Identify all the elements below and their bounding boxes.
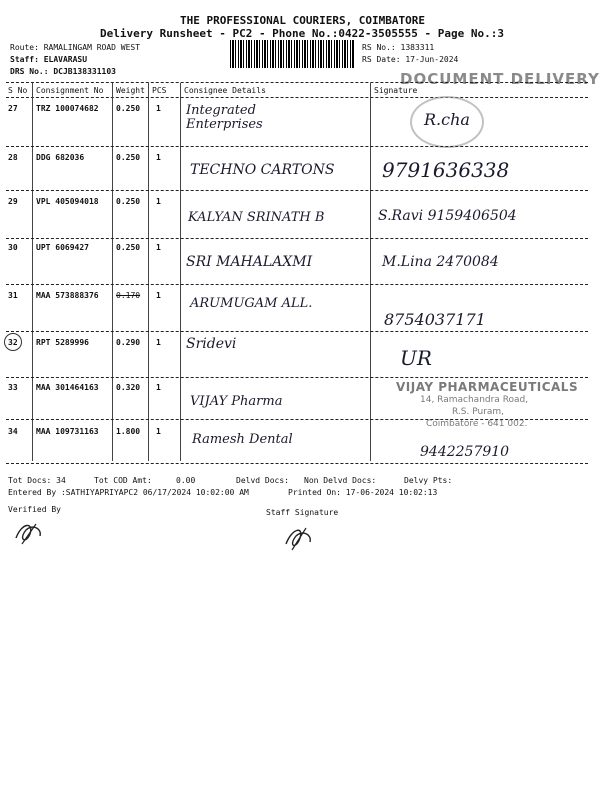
row-28-rule bbox=[6, 190, 588, 191]
row-32-consignee: Sridevi bbox=[186, 336, 237, 352]
row-27-pcs: 1 bbox=[156, 104, 161, 113]
row-32-rule bbox=[6, 377, 588, 378]
drs-number: DRS No.: DCJB138331103 bbox=[10, 67, 116, 76]
row-33-consignment: MAA 301464163 bbox=[36, 383, 99, 392]
col-consignee: Consignee Details bbox=[184, 86, 266, 95]
header-top-rule bbox=[6, 82, 588, 83]
entered-by: Entered By :SATHIYAPRIYAPC2 06/17/2024 10:02:00 AM bbox=[8, 488, 249, 497]
row-31-rule bbox=[6, 331, 588, 332]
rs-date: RS Date: 17-Jun-2024 bbox=[362, 55, 459, 64]
row-34-sno: 34 bbox=[8, 427, 18, 436]
row-30-consignment: UPT 6069427 bbox=[36, 243, 89, 252]
col-signature: Signature bbox=[374, 86, 418, 95]
row-28-signature: 9791636338 bbox=[382, 158, 510, 182]
row-34-pcs: 1 bbox=[156, 427, 161, 436]
row-27-consignment: TRZ 100074682 bbox=[36, 104, 99, 113]
row-31-weight: 0.170 bbox=[116, 291, 141, 300]
document-delivery-stamp: DOCUMENT DELIVERY bbox=[400, 70, 600, 88]
row-33-stamp-line2: 14, Ramachandra Road, bbox=[420, 395, 529, 405]
non-delivered-docs: Non Delvd Docs: bbox=[304, 476, 377, 485]
row-31-consignee: ARUMUGAM ALL. bbox=[190, 296, 313, 311]
row-30-consignee: SRI MAHALAXMI bbox=[186, 254, 313, 270]
row-34-weight: 1.800 bbox=[116, 427, 141, 436]
row-30-sno: 30 bbox=[8, 243, 18, 252]
row-33-stamp-line4: Coimbatore - 641 002. bbox=[426, 419, 528, 429]
row-33-stamp-line3: R.S. Puram, bbox=[452, 407, 505, 417]
row-33-pcs: 1 bbox=[156, 383, 161, 392]
row-33-rule bbox=[6, 419, 588, 420]
header-bottom-rule bbox=[6, 97, 588, 98]
barcode bbox=[230, 40, 355, 68]
row-27-signature: R.cha bbox=[424, 110, 470, 129]
row-32-pcs: 1 bbox=[156, 338, 161, 347]
row-30-pcs: 1 bbox=[156, 243, 161, 252]
runsheet-title: Delivery Runsheet - PC2 - Phone No.:0422-3505555 - Page No.:3 bbox=[100, 27, 504, 40]
verified-by: Verified By bbox=[8, 505, 61, 514]
total-cod-value: 0.00 bbox=[176, 476, 196, 485]
row-27-weight: 0.250 bbox=[116, 104, 141, 113]
row-28-consignment: DDG 682036 bbox=[36, 153, 85, 162]
company-title: THE PROFESSIONAL COURIERS, COIMBATORE bbox=[180, 14, 426, 27]
row-31-signature: 8754037171 bbox=[384, 310, 486, 329]
delivery-points: Delvy Pts: bbox=[404, 476, 453, 485]
row-31-consignment: MAA 573888376 bbox=[36, 291, 99, 300]
verifier-initial-signature bbox=[12, 518, 48, 548]
divider-4 bbox=[180, 83, 181, 461]
divider-2 bbox=[112, 83, 113, 461]
row-30-rule bbox=[6, 284, 588, 285]
row-33-weight: 0.320 bbox=[116, 383, 141, 392]
row-33-sno: 33 bbox=[8, 383, 18, 392]
row-33-stamp-name: VIJAY PHARMACEUTICALS bbox=[396, 380, 579, 394]
col-weight: Weight bbox=[116, 86, 145, 95]
row-34-rule bbox=[6, 463, 588, 464]
row-29-sno: 29 bbox=[8, 197, 18, 206]
row-31-pcs: 1 bbox=[156, 291, 161, 300]
row-32-weight: 0.290 bbox=[116, 338, 141, 347]
row-28-weight: 0.250 bbox=[116, 153, 141, 162]
col-pcs: PCS bbox=[152, 86, 167, 95]
divider-5 bbox=[370, 83, 371, 461]
row-28-sno: 28 bbox=[8, 153, 18, 162]
staff-signature-label: Staff Signature bbox=[266, 508, 339, 517]
row-34-consignee: Ramesh Dental bbox=[192, 432, 293, 447]
delivered-docs: Delvd Docs: bbox=[236, 476, 289, 485]
row-33-consignee: VIJAY Pharma bbox=[190, 394, 283, 409]
staff-label: Staff: ELAVARASU bbox=[10, 55, 88, 64]
staff-initial-signature bbox=[282, 522, 316, 554]
row-29-consignment: VPL 405094018 bbox=[36, 197, 99, 206]
rs-number: RS No.: 1383311 bbox=[362, 43, 435, 52]
row-30-signature: M.Lina 2470084 bbox=[382, 254, 499, 270]
row-32-signature: UR bbox=[400, 346, 432, 370]
total-docs: Tot Docs: 34 bbox=[8, 476, 66, 485]
row-34-signature: 9442257910 bbox=[420, 444, 510, 460]
row-29-consignee: KALYAN SRINATH B bbox=[188, 210, 325, 225]
row-30-weight: 0.250 bbox=[116, 243, 141, 252]
row-34-consignment: MAA 109731163 bbox=[36, 427, 99, 436]
route-label: Route: RAMALINGAM ROAD WEST bbox=[10, 43, 141, 52]
col-consignment: Consignment No bbox=[36, 86, 104, 95]
row-28-pcs: 1 bbox=[156, 153, 161, 162]
total-cod-label: Tot COD Amt: bbox=[94, 476, 152, 485]
row-29-weight: 0.250 bbox=[116, 197, 141, 206]
row-27-rule bbox=[6, 146, 588, 147]
row-27-round-stamp bbox=[410, 96, 484, 148]
col-sno: S No bbox=[8, 86, 28, 95]
row-28-consignee: TECHNO CARTONS bbox=[190, 162, 335, 178]
row-27-consignee: Integrated Enterprises bbox=[186, 103, 263, 132]
row-27-sno: 27 bbox=[8, 104, 18, 113]
row-32-consignment: RPT 5289996 bbox=[36, 338, 89, 347]
printed-on: Printed On: 17-06-2024 10:02:13 bbox=[288, 488, 438, 497]
row-29-signature: S.Ravi 9159406504 bbox=[378, 208, 517, 224]
divider-1 bbox=[32, 83, 33, 461]
divider-3 bbox=[148, 83, 149, 461]
row-29-pcs: 1 bbox=[156, 197, 161, 206]
row-29-rule bbox=[6, 238, 588, 239]
row-31-sno: 31 bbox=[8, 291, 18, 300]
row-32-sno: 32 bbox=[8, 338, 18, 347]
